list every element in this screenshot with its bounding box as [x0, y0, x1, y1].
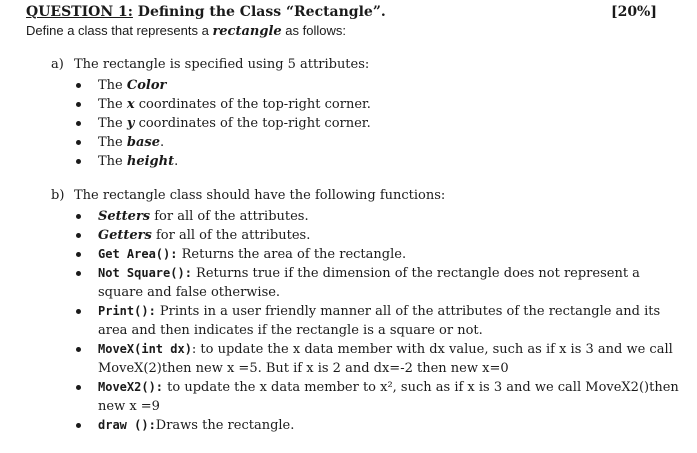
- attribute-list: [51, 76, 683, 171]
- question-marks: [20%]: [610, 4, 657, 20]
- question-title-text: Defining the Class “Rectangle”.: [132, 4, 386, 20]
- function-item-draw: draw ():Draws the rectangle.: [74, 416, 683, 435]
- section-b-letter: b): [51, 188, 65, 203]
- attribute-item-height: The height.: [74, 152, 683, 171]
- function-list: [51, 207, 683, 435]
- section-b-heading-text: The rectangle class should have the following functions:: [74, 188, 446, 203]
- section-a-letter: a): [51, 57, 64, 72]
- section-b-heading: [51, 188, 683, 203]
- function-item-getters: Getters for all of the attributes.: [74, 226, 683, 245]
- attribute-item-x: The x coordinates of the top-right corner.: [74, 95, 683, 114]
- function-item-movex: MoveX(int dx): to update the x data member with dx value, such as if x is 3 and we call MoveX(2)then new x =5. But if x is 2 and dx=-2 then new x=0: [74, 340, 683, 378]
- intro-prefix: Define a class that represents a: [26, 23, 213, 38]
- question-label: QUESTION 1:: [26, 4, 133, 20]
- intro-text: [26, 23, 346, 39]
- function-item-print: Print(): Prints in a user friendly manner all of the attributes of the rectangle and its area and then indicates if the rectangle is a square or not.: [74, 302, 683, 340]
- section-a: [51, 57, 683, 171]
- intro-suffix: as follows:: [281, 23, 346, 38]
- section-a-heading-text: The rectangle is specified using 5 attributes:: [74, 57, 370, 72]
- question-title: [26, 4, 386, 20]
- attribute-item-y: The y coordinates of the top-right corner.: [74, 114, 683, 133]
- section-b: [51, 188, 683, 435]
- section-a-heading: [51, 57, 683, 72]
- function-item-get-area: Get Area(): Returns the area of the rectangle.: [74, 245, 683, 264]
- function-item-not-square: Not Square(): Returns true if the dimension of the rectangle does not represent a square and false otherwise.: [74, 264, 683, 302]
- function-item-setters: Setters for all of the attributes.: [74, 207, 683, 226]
- question-header: [26, 4, 657, 24]
- function-item-movex2: MoveX2(): to update the x data member to x², such as if x is 3 and we call MoveX2()then new x =9: [74, 378, 683, 416]
- attribute-item-color: The Color: [74, 76, 683, 95]
- intro-emphasis: rectangle: [212, 24, 282, 39]
- attribute-item-base: The base.: [74, 133, 683, 152]
